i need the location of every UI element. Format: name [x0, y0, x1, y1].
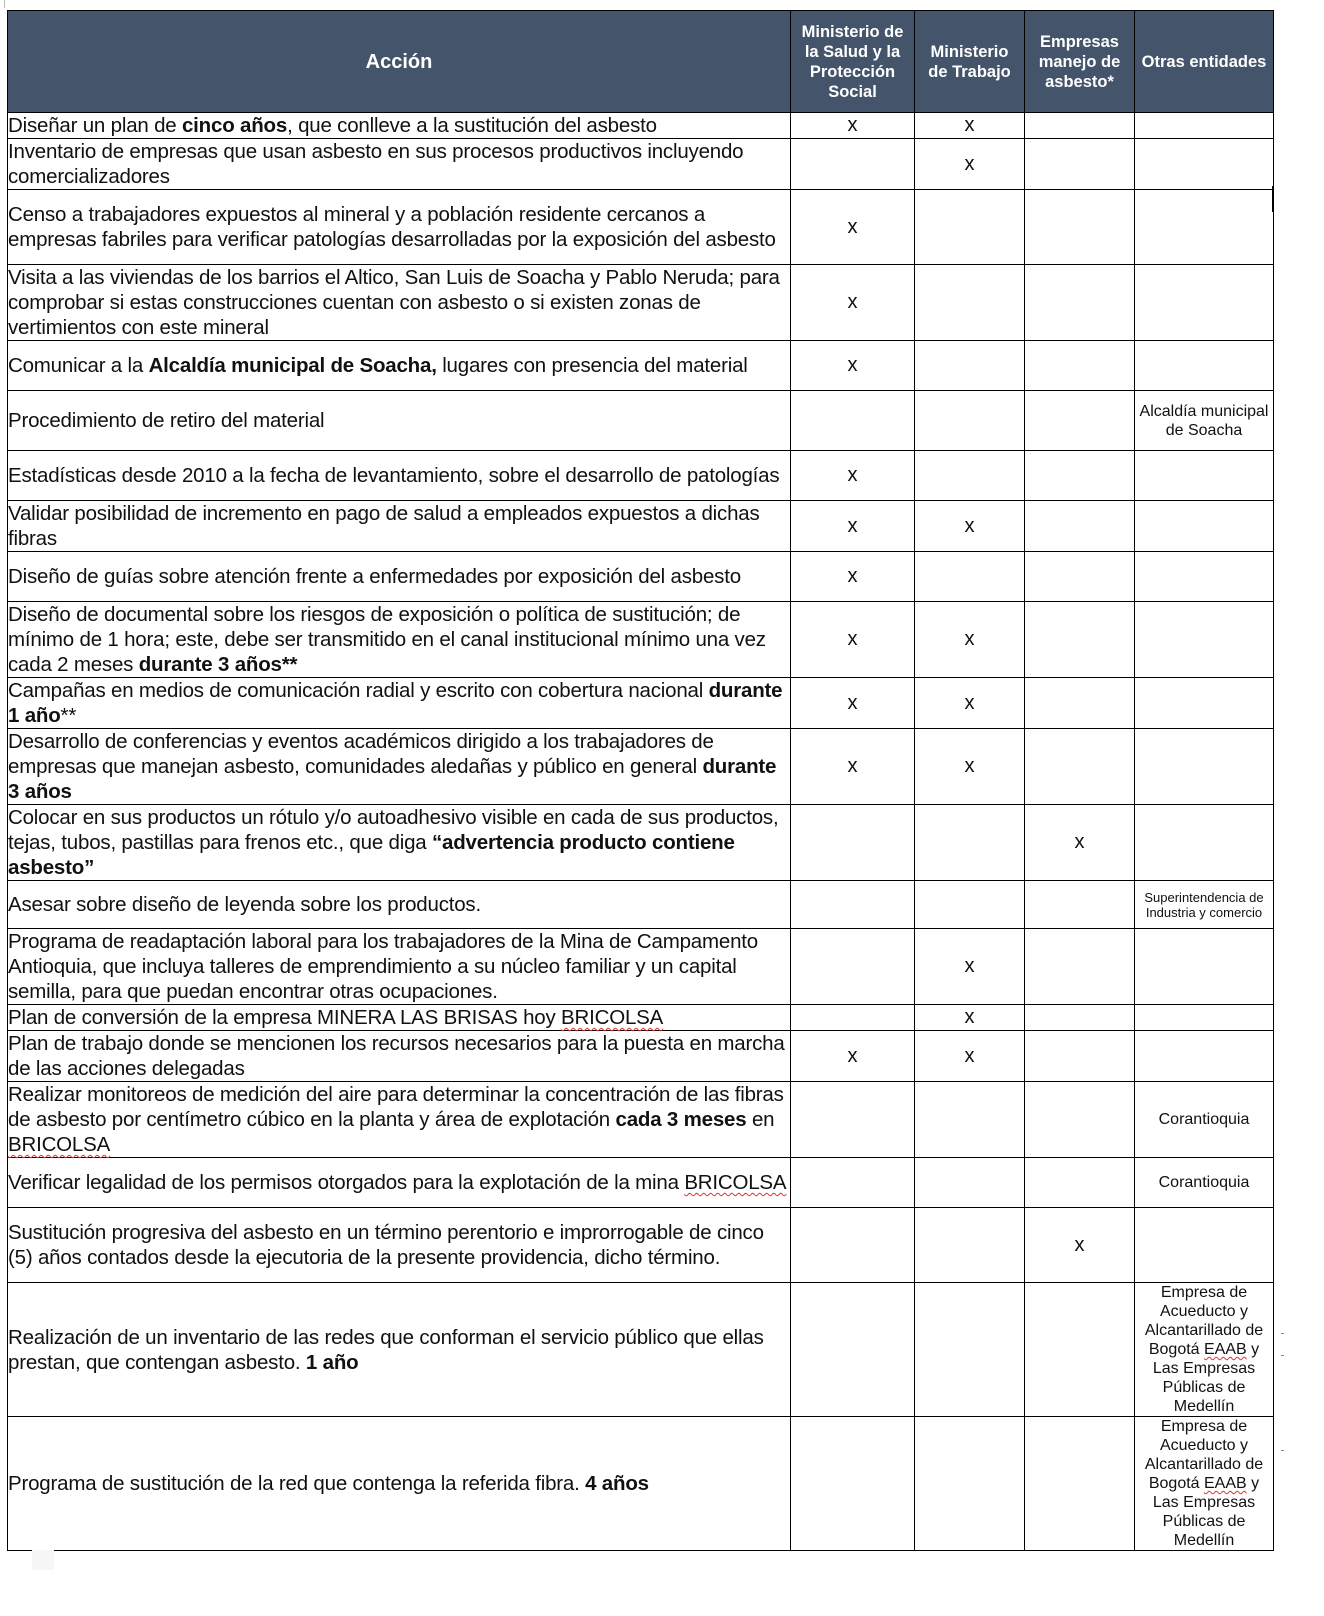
- mark-cell-ministerio-trabajo: [915, 881, 1025, 929]
- other-entity-cell: Alcaldía municipal de Soacha: [1135, 391, 1274, 451]
- action-cell: [8, 1283, 791, 1417]
- mark-cell-ministerio-salud: [791, 1158, 915, 1208]
- mark-cell-ministerio-trabajo: [915, 341, 1025, 391]
- mark-cell-ministerio-trabajo: x: [915, 929, 1025, 1005]
- mark-cell-ministerio-trabajo: x: [915, 678, 1025, 729]
- mark-cell-ministerio-trabajo: [915, 1158, 1025, 1208]
- action-text: Diseño de documental sobre los riesgos de exposición o política de sustitución; de mínimo de 1 hora; este, debe ser transmitido en el canal institucional mínimo una vez cada 2 meses: [8, 603, 766, 676]
- action-text-bold: 1 año: [305, 1350, 359, 1374]
- mark-cell-ministerio-salud: x: [791, 1031, 915, 1082]
- mark-cell-ministerio-salud: [791, 881, 915, 929]
- other-entity-cell: [1135, 805, 1274, 881]
- mark-cell-empresas-asbesto: [1025, 1283, 1135, 1417]
- action-text: Desarrollo de conferencias y eventos académicos dirigido a los trabajadores de empresas que manejan asbesto, comunidades aledañas y público en general: [8, 730, 714, 778]
- action-cell: [8, 1208, 791, 1283]
- mark-cell-empresas-asbesto: x: [1025, 805, 1135, 881]
- mark-cell-ministerio-salud: [791, 139, 915, 190]
- table-header-row: [8, 11, 1274, 113]
- action-text: Asesar sobre diseño de leyenda sobre los productos.: [8, 893, 481, 916]
- action-text: Verificar legalidad de los permisos otorgados para la explotación de la mina: [8, 1171, 685, 1194]
- table-row: [8, 1208, 1274, 1283]
- other-entity-cell: [1135, 501, 1274, 552]
- table-row: [8, 451, 1274, 501]
- mark-cell-ministerio-salud: x: [791, 451, 915, 501]
- table-row: [8, 805, 1274, 881]
- other-entity-cell: Corantioquia: [1135, 1082, 1274, 1158]
- flagged-word: EAAB: [1204, 1475, 1247, 1492]
- action-text: Realizar monitoreos de medición del aire para determinar la concentración de las fibras de asbesto por centímetro cúbico en la planta y área de explotación: [8, 1083, 784, 1131]
- action-cell: [8, 929, 791, 1005]
- other-entity-cell: Corantioquia: [1135, 1158, 1274, 1208]
- other-entity-cell: [1135, 265, 1274, 341]
- table-row: [8, 552, 1274, 602]
- mark-cell-ministerio-salud: x: [791, 190, 915, 265]
- mark-cell-ministerio-trabajo: [915, 190, 1025, 265]
- column-header-ministerio-salud: Ministerio de la Salud y la Protección Social: [791, 11, 915, 113]
- action-text-bold: durante 3 años: [8, 755, 777, 803]
- action-cell: [8, 501, 791, 552]
- table-row: [8, 602, 1274, 678]
- mark-cell-empresas-asbesto: [1025, 501, 1135, 552]
- page-edge-mark: [4, 0, 5, 8]
- action-cell: [8, 552, 791, 602]
- mark-cell-ministerio-salud: [791, 391, 915, 451]
- mark-cell-ministerio-salud: [791, 1208, 915, 1283]
- action-text: Plan de conversión de la empresa MINERA LAS BRISAS hoy: [8, 1006, 562, 1029]
- action-cell: [8, 1005, 791, 1031]
- mark-cell-ministerio-trabajo: [915, 805, 1025, 881]
- mark-cell-ministerio-trabajo: [915, 552, 1025, 602]
- mark-cell-empresas-asbesto: [1025, 1082, 1135, 1158]
- mark-cell-empresas-asbesto: [1025, 881, 1135, 929]
- table-body: [8, 113, 1274, 1551]
- column-header-otras-entidades: Otras entidades: [1135, 11, 1274, 113]
- action-cell: [8, 1158, 791, 1208]
- action-cell: [8, 1417, 791, 1551]
- mark-cell-empresas-asbesto: [1025, 139, 1135, 190]
- other-entity-cell: [1135, 602, 1274, 678]
- table-row: [8, 729, 1274, 805]
- table-row: [8, 881, 1274, 929]
- action-cell: [8, 391, 791, 451]
- table-row: [8, 501, 1274, 552]
- mark-cell-ministerio-trabajo: [915, 451, 1025, 501]
- mark-cell-ministerio-salud: x: [791, 501, 915, 552]
- action-text: lugares con presencia del material: [436, 354, 748, 377]
- stray-margin-mark: [1281, 1450, 1284, 1451]
- faint-artifact: [32, 1550, 54, 1570]
- mark-cell-ministerio-trabajo: x: [915, 501, 1025, 552]
- action-cell: [8, 113, 791, 139]
- other-entity-cell: [1135, 552, 1274, 602]
- mark-cell-empresas-asbesto: [1025, 678, 1135, 729]
- mark-cell-ministerio-salud: [791, 805, 915, 881]
- mark-cell-ministerio-trabajo: x: [915, 139, 1025, 190]
- action-text-bold: cada 3 meses: [615, 1108, 747, 1131]
- mark-cell-ministerio-trabajo: x: [915, 602, 1025, 678]
- action-text: , que conlleve a la sustitución del asbesto: [287, 114, 657, 137]
- stray-margin-mark: [1281, 1333, 1284, 1334]
- action-cell: [8, 190, 791, 265]
- action-text-bold: 4 años: [585, 1472, 649, 1495]
- mark-cell-ministerio-trabajo: [915, 1208, 1025, 1283]
- mark-cell-empresas-asbesto: [1025, 602, 1135, 678]
- other-entity-cell: [1135, 1005, 1274, 1031]
- table-row: [8, 341, 1274, 391]
- other-entity-cell: Superintendencia de Industria y comercio: [1135, 881, 1274, 929]
- mark-cell-ministerio-salud: x: [791, 678, 915, 729]
- action-text: Censo a trabajadores expuestos al mineral y a población residente cercanos a empresas fabriles para verificar patologías desarrolladas por la exposición del asbesto: [8, 203, 776, 251]
- mark-cell-ministerio-salud: [791, 1082, 915, 1158]
- other-entity-cell: Empresa de Acueducto y Alcantarillado de Bogotá EAAB y Las Empresas Públicas de Medellín: [1135, 1417, 1274, 1551]
- mark-cell-empresas-asbesto: [1025, 1031, 1135, 1082]
- action-text: Diseño de guías sobre atención frente a enfermedades por exposición del asbesto: [8, 565, 741, 588]
- table-row: [8, 1005, 1274, 1031]
- action-text-flagged: BRICOLSA: [8, 1133, 111, 1156]
- mark-cell-ministerio-salud: [791, 1417, 915, 1551]
- other-entity-cell: [1135, 1208, 1274, 1283]
- table-row: [8, 391, 1274, 451]
- other-entity-cell: [1135, 678, 1274, 729]
- mark-cell-empresas-asbesto: [1025, 1005, 1135, 1031]
- mark-cell-ministerio-trabajo: x: [915, 1031, 1025, 1082]
- mark-cell-ministerio-trabajo: [915, 265, 1025, 341]
- action-text: Inventario de empresas que usan asbesto en sus procesos productivos incluyendo comercializadores: [8, 140, 744, 188]
- action-text: en: [746, 1108, 775, 1131]
- action-text: Realización de un inventario de las redes que conforman el servicio público que ellas prestan, que contengan asbesto.: [8, 1325, 764, 1374]
- action-text-bold: cinco años: [181, 114, 288, 137]
- other-entity-cell: [1135, 729, 1274, 805]
- action-cell: [8, 1082, 791, 1158]
- action-cell: [8, 341, 791, 391]
- mark-cell-empresas-asbesto: x: [1025, 1208, 1135, 1283]
- other-entity-cell: [1135, 451, 1274, 501]
- table-row: [8, 139, 1274, 190]
- mark-cell-ministerio-salud: x: [791, 265, 915, 341]
- action-cell: [8, 805, 791, 881]
- mark-cell-empresas-asbesto: [1025, 451, 1135, 501]
- action-text: Programa de readaptación laboral para los trabajadores de la Mina de Campamento Antioquia, que incluya talleres de emprendimiento a su núcleo familiar y un capital semilla, para que puedan encontrar otras ocupaciones.: [8, 930, 758, 1003]
- action-text: Programa de sustitución de la red que contenga la referida fibra.: [8, 1472, 586, 1495]
- action-cell: [8, 678, 791, 729]
- responsibility-matrix-table: [7, 10, 1274, 1551]
- mark-cell-ministerio-trabajo: [915, 1417, 1025, 1551]
- mark-cell-ministerio-trabajo: x: [915, 729, 1025, 805]
- table-row: [8, 929, 1274, 1005]
- table-row: [8, 1283, 1274, 1417]
- mark-cell-ministerio-trabajo: [915, 391, 1025, 451]
- mark-cell-ministerio-trabajo: x: [915, 1005, 1025, 1031]
- other-entity-cell: [1135, 113, 1274, 139]
- mark-cell-ministerio-salud: x: [791, 552, 915, 602]
- table-row: [8, 1031, 1274, 1082]
- other-entity-cell: [1135, 341, 1274, 391]
- action-cell: [8, 265, 791, 341]
- column-header-ministerio-trabajo: Ministerio de Trabajo: [915, 11, 1025, 113]
- action-text-flagged: BRICOLSA: [684, 1171, 787, 1194]
- mark-cell-empresas-asbesto: [1025, 1417, 1135, 1551]
- stray-border-mark: [1272, 186, 1274, 212]
- mark-cell-ministerio-salud: [791, 1283, 915, 1417]
- table-row: [8, 1082, 1274, 1158]
- mark-cell-empresas-asbesto: [1025, 113, 1135, 139]
- table-row: [8, 1417, 1274, 1551]
- action-text: Validar posibilidad de incremento en pago de salud a empleados expuestos a dichas fibras: [8, 502, 760, 550]
- table-row: [8, 265, 1274, 341]
- other-entity-cell: [1135, 929, 1274, 1005]
- mark-cell-ministerio-salud: x: [791, 602, 915, 678]
- other-entity-cell: [1135, 139, 1274, 190]
- other-entity-cell: [1135, 1031, 1274, 1082]
- action-cell: [8, 1031, 791, 1082]
- table-row: [8, 113, 1274, 139]
- action-text: Diseñar un plan de: [8, 114, 182, 137]
- action-text-bold: durante 3 años**: [138, 653, 298, 676]
- action-text: Visita a las viviendas de los barrios el Altico, San Luis de Soacha y Pablo Neruda; para comprobar si estas construcciones cuentan con asbesto o si existen zonas de vertimientos con este mineral: [8, 266, 780, 339]
- table-row: [8, 190, 1274, 265]
- action-text: Comunicar a la: [8, 354, 149, 377]
- action-text: **: [60, 704, 77, 727]
- mark-cell-ministerio-salud: [791, 1005, 915, 1031]
- action-text: Campañas en medios de comunicación radial y escrito con cobertura nacional: [8, 679, 709, 702]
- action-text: Estadísticas desde 2010 a la fecha de levantamiento, sobre el desarrollo de patologías: [8, 464, 780, 487]
- mark-cell-empresas-asbesto: [1025, 265, 1135, 341]
- action-cell: [8, 139, 791, 190]
- mark-cell-ministerio-trabajo: [915, 1283, 1025, 1417]
- column-header-empresas-asbesto: Empresas manejo de asbesto*: [1025, 11, 1135, 113]
- action-text-flagged: BRICOLSA: [561, 1006, 664, 1029]
- action-text-bold: durante 1 año: [8, 679, 783, 727]
- mark-cell-ministerio-trabajo: x: [915, 113, 1025, 139]
- mark-cell-ministerio-salud: x: [791, 341, 915, 391]
- other-entity-cell: Empresa de Acueducto y Alcantarillado de Bogotá EAAB y Las Empresas Públicas de Medellín: [1135, 1283, 1274, 1417]
- mark-cell-empresas-asbesto: [1025, 341, 1135, 391]
- action-text: Sustitución progresiva del asbesto en un término perentorio e improrrogable de cinco (5) años contados desde la ejecutoria de la presente providencia, dicho término.: [8, 1221, 764, 1269]
- action-text-bold: Alcaldía municipal de Soacha,: [148, 354, 437, 377]
- mark-cell-ministerio-salud: x: [791, 729, 915, 805]
- action-cell: [8, 729, 791, 805]
- table-row: [8, 1158, 1274, 1208]
- mark-cell-empresas-asbesto: [1025, 1158, 1135, 1208]
- stray-margin-mark: [1281, 1355, 1284, 1356]
- action-text-bold: “advertencia producto contiene asbesto”: [8, 831, 735, 879]
- column-header-accion: Acción: [8, 11, 791, 113]
- table-row: [8, 678, 1274, 729]
- mark-cell-ministerio-trabajo: [915, 1082, 1025, 1158]
- mark-cell-empresas-asbesto: [1025, 190, 1135, 265]
- mark-cell-empresas-asbesto: [1025, 929, 1135, 1005]
- action-text: Procedimiento de retiro del material: [8, 409, 325, 432]
- mark-cell-empresas-asbesto: [1025, 552, 1135, 602]
- action-cell: [8, 881, 791, 929]
- action-text: Colocar en sus productos un rótulo y/o autoadhesivo visible en cada de sus productos, tejas, tubos, pastillas para frenos etc., que diga: [8, 806, 779, 854]
- mark-cell-ministerio-salud: [791, 929, 915, 1005]
- action-text: Plan de trabajo donde se mencionen los recursos necesarios para la puesta en marcha de las acciones delegadas: [8, 1032, 785, 1080]
- mark-cell-empresas-asbesto: [1025, 729, 1135, 805]
- mark-cell-empresas-asbesto: [1025, 391, 1135, 451]
- other-entity-cell: [1135, 190, 1274, 265]
- action-cell: [8, 451, 791, 501]
- mark-cell-ministerio-salud: x: [791, 113, 915, 139]
- action-cell: [8, 602, 791, 678]
- flagged-word: EAAB: [1204, 1341, 1247, 1358]
